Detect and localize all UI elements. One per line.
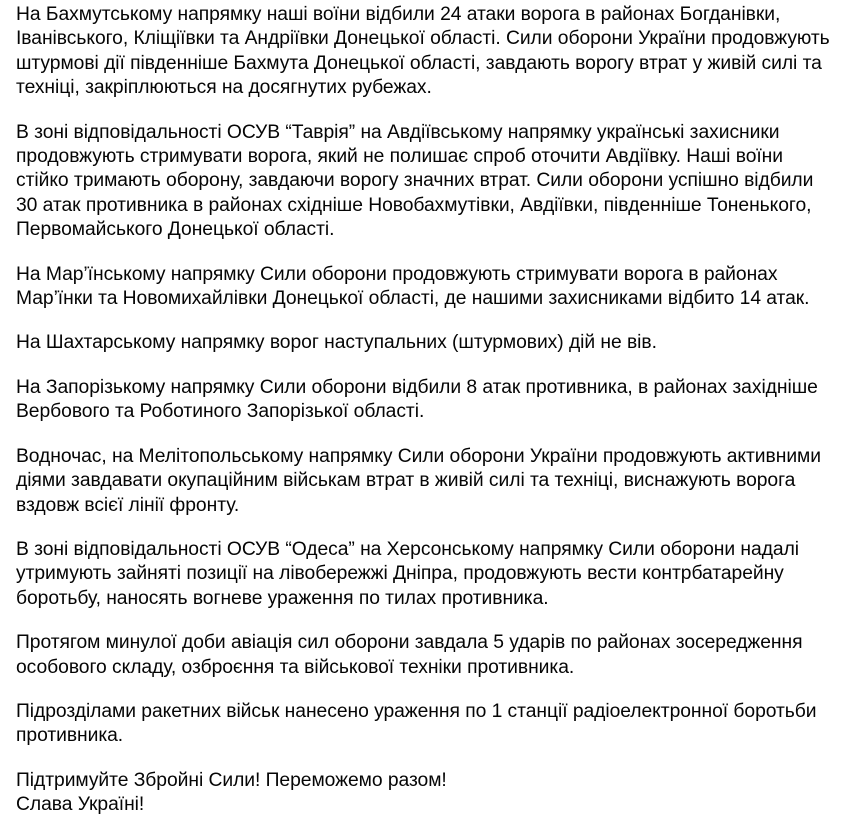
text-line: боротьбу, наносять вогневе ураження по тилах противника. <box>16 587 549 609</box>
text-line: утримують зайняті позиції на лівобережжі Дніпра, продовжують вести контрбатарейну <box>16 563 784 585</box>
text-line: Підрозділами ракетних військ нанесено ураження по 1 станції радіоелектронної боротьби <box>16 700 817 722</box>
text-line: противника. <box>16 725 124 747</box>
text-line: На Мар’їнському напрямку Сили оборони продовжують стримувати ворога в районах <box>16 263 778 285</box>
text-line: стійко тримають оборону, завдаючи ворогу значних втрат. Сили оборони успішно відбили <box>16 170 814 192</box>
paragraph-melitopol <box>16 445 848 518</box>
text-line: техніці, закріплюються на досягнутих рубежах. <box>16 77 432 99</box>
text-line: Слава Україні! <box>16 794 145 816</box>
text-line: Мар’їнки та Новомихайлівки Донецької області, де нашими захисниками відбито 14 атак. <box>16 288 810 310</box>
paragraph-shakhtarsk <box>16 331 848 355</box>
text-line: 30 атак противника в районах східніше Новобахмутівки, Авдіївки, південніше Тоненького, <box>16 194 812 216</box>
paragraph-missile-troops <box>16 700 848 749</box>
text-line: На Бахмутському напрямку наші воїни відбили 24 атаки ворога в районах Богданівки, <box>16 4 781 25</box>
text-line: Протягом минулої доби авіація сил оборони завдала 5 ударів по районах зосередження <box>16 632 803 654</box>
text-line: Підтримуйте Збройні Сили! Переможемо разом! <box>16 769 447 791</box>
paragraph-odesa-kherson <box>16 538 848 611</box>
text-line: Іванівського, Кліщіївки та Андріївки Донецької області. Сили оборони України продовжують <box>16 28 830 50</box>
paragraph-aviation <box>16 631 848 680</box>
text-line: В зоні відповідальності ОСУВ “Одеса” на Херсонському напрямку Сили оборони надалі <box>16 538 800 560</box>
text-line: В зоні відповідальності ОСУВ “Таврія” на Авдіївському напрямку українські захисники <box>16 121 780 143</box>
text-line: продовжують стримувати ворога, який не полишає спроб оточити Авдіївку. Наші воїни <box>16 146 783 168</box>
paragraph-marinka <box>16 263 848 312</box>
text-line: особового складу, озброєння та військової техніки противника. <box>16 656 575 678</box>
paragraph-zaporizhzhia <box>16 376 848 425</box>
text-line: штурмові дії південніше Бахмута Донецької області, завдають ворогу втрат у живій силі та <box>16 52 822 74</box>
paragraph-bakhmut <box>16 3 848 101</box>
text-line: Первомайського Донецької області. <box>16 219 335 241</box>
paragraph-tavria-avdiivka <box>16 121 848 243</box>
paragraph-closing <box>16 769 848 818</box>
text-line: На Шахтарському напрямку ворог наступальних (штурмових) дій не вів. <box>16 332 657 354</box>
text-line: діями завдавати окупаційним військам втрат в живій силі та техніці, виснажують ворога <box>16 470 796 492</box>
text-line: Вербового та Роботиного Запорізької області. <box>16 401 425 423</box>
text-line: На Запорізькому напрямку Сили оборони відбили 8 атак противника, в районах західніше <box>16 376 818 398</box>
text-line: Водночас, на Мелітопольському напрямку Сили оборони України продовжують активними <box>16 445 821 467</box>
text-line: вздовж всієї лінії фронту. <box>16 494 240 516</box>
